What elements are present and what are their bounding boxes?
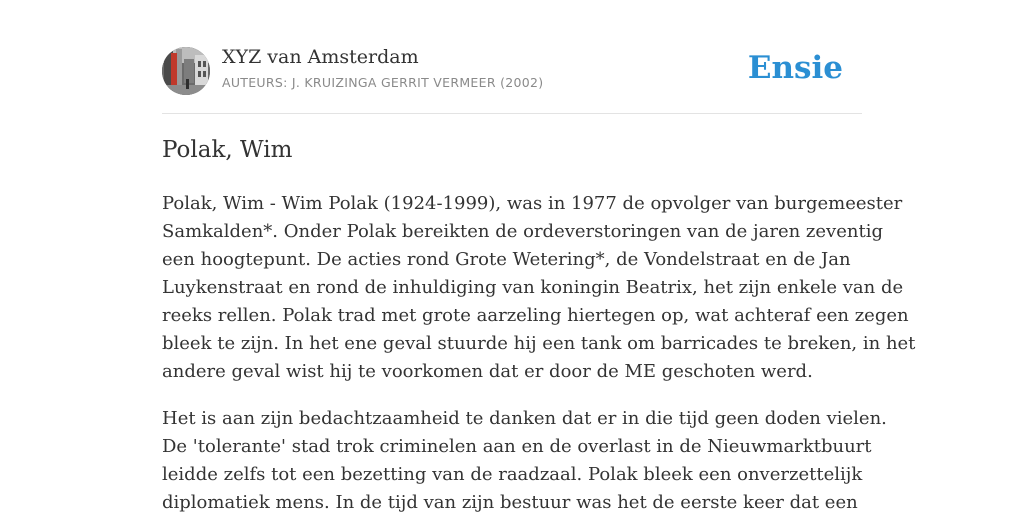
header-divider xyxy=(162,113,862,114)
article-body xyxy=(162,190,916,512)
paragraph-line: andere geval wist hij te voorkomen dat er door de ME geschoten werd. xyxy=(162,361,813,382)
paragraph-line: diplomatiek mens. In de tijd van zijn bestuur was het de eerste keer dat een xyxy=(162,492,858,512)
ensie-logo-link[interactable]: Ensie xyxy=(747,50,843,86)
paragraph-line: Luykenstraat en rond de inhuldiging van koningin Beatrix, het zijn enkele van de xyxy=(162,277,904,298)
article-paragraph xyxy=(162,190,916,386)
paragraph-line: bleek te zijn. In het ene geval stuurde hij een tank om barricades te breken, in het xyxy=(162,333,916,354)
source-title-link[interactable]: XYZ van Amsterdam xyxy=(222,46,419,68)
source-authors: AUTEURS: J. KRUIZINGA GERRIT VERMEER (2002) xyxy=(222,75,544,90)
article-title: Polak, Wim xyxy=(162,137,293,163)
paragraph-line: Het is aan zijn bedachtzaamheid te danken dat er in die tijd geen doden vielen. xyxy=(162,408,887,429)
paragraph-line: De 'tolerante' stad trok criminelen aan en de overlast in de Nieuwmarktbuurt xyxy=(162,436,872,457)
paragraph-line: een hoogtepunt. De acties rond Grote Wetering*, de Vondelstraat en de Jan xyxy=(162,249,851,270)
paragraph-line: Polak, Wim - Wim Polak (1924-1999), was in 1977 de opvolger van burgemeester xyxy=(162,193,903,214)
paragraph-line: leidde zelfs tot een bezetting van de raadzaal. Polak bleek een onverzettelijk xyxy=(162,464,863,485)
paragraph-line: reeks rellen. Polak trad met grote aarzeling hiertegen op, wat achteraf een zegen xyxy=(162,305,909,326)
source-avatar-image[interactable] xyxy=(162,47,210,95)
street-photo-icon xyxy=(162,47,210,95)
paragraph-line: Samkalden*. Onder Polak bereikten de ordeverstoringen van de jaren zeventig xyxy=(162,221,883,242)
article-paragraph xyxy=(162,405,887,512)
source-header xyxy=(162,46,862,96)
